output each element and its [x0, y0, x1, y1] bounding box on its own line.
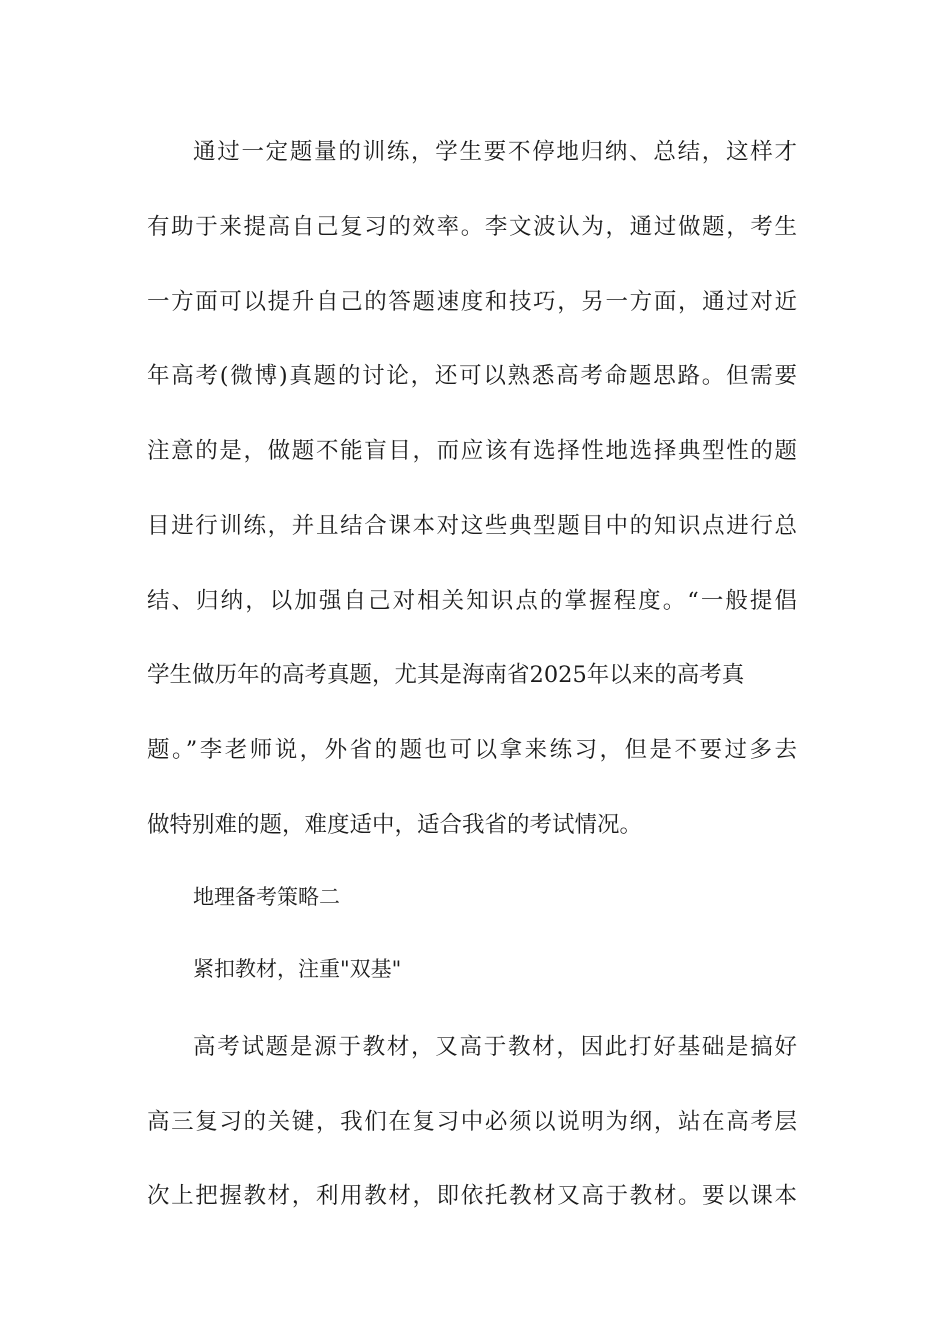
- paragraph-line: 高三复习的关键，我们在复习中必须以说明为纲，站在高考层: [147, 1109, 797, 1135]
- paragraph-line: 注意的是，做题不能盲目，而应该有选择性地选择典型性的题: [147, 438, 797, 464]
- paragraph-line: 有助于来提高自己复习的效率。李文波认为，通过做题，考生: [147, 214, 797, 240]
- paragraph-line: 学生做历年的高考真题，尤其是海南省2025年以来的高考真: [147, 662, 745, 688]
- paragraph-line: 年高考(微博)真题的讨论，还可以熟悉高考命题思路。但需要: [147, 363, 797, 389]
- section-subheading: 紧扣教材，注重"双基": [193, 957, 402, 981]
- paragraph-line: 一方面可以提升自己的答题速度和技巧，另一方面，通过对近: [147, 289, 797, 315]
- paragraph-line: 题。”李老师说，外省的题也可以拿来练习，但是不要过多去: [147, 737, 797, 763]
- paragraph-line: 结、归纳，以加强自己对相关知识点的掌握程度。“一般提倡: [147, 588, 797, 614]
- paragraph-line: 次上把握教材，利用教材，即依托教材又高于教材。要以课本: [147, 1183, 797, 1209]
- paragraph-line: 通过一定题量的训练，学生要不停地归纳、总结，这样才: [193, 139, 797, 165]
- section-heading: 地理备考策略二: [193, 885, 340, 909]
- paragraph-line: 目进行训练，并且结合课本对这些典型题目中的知识点进行总: [147, 513, 797, 539]
- paragraph-line: 高考试题是源于教材，又高于教材，因此打好基础是搞好: [193, 1034, 797, 1060]
- paragraph-line-last: 做特别难的题，难度适中，适合我省的考试情况。: [147, 812, 643, 838]
